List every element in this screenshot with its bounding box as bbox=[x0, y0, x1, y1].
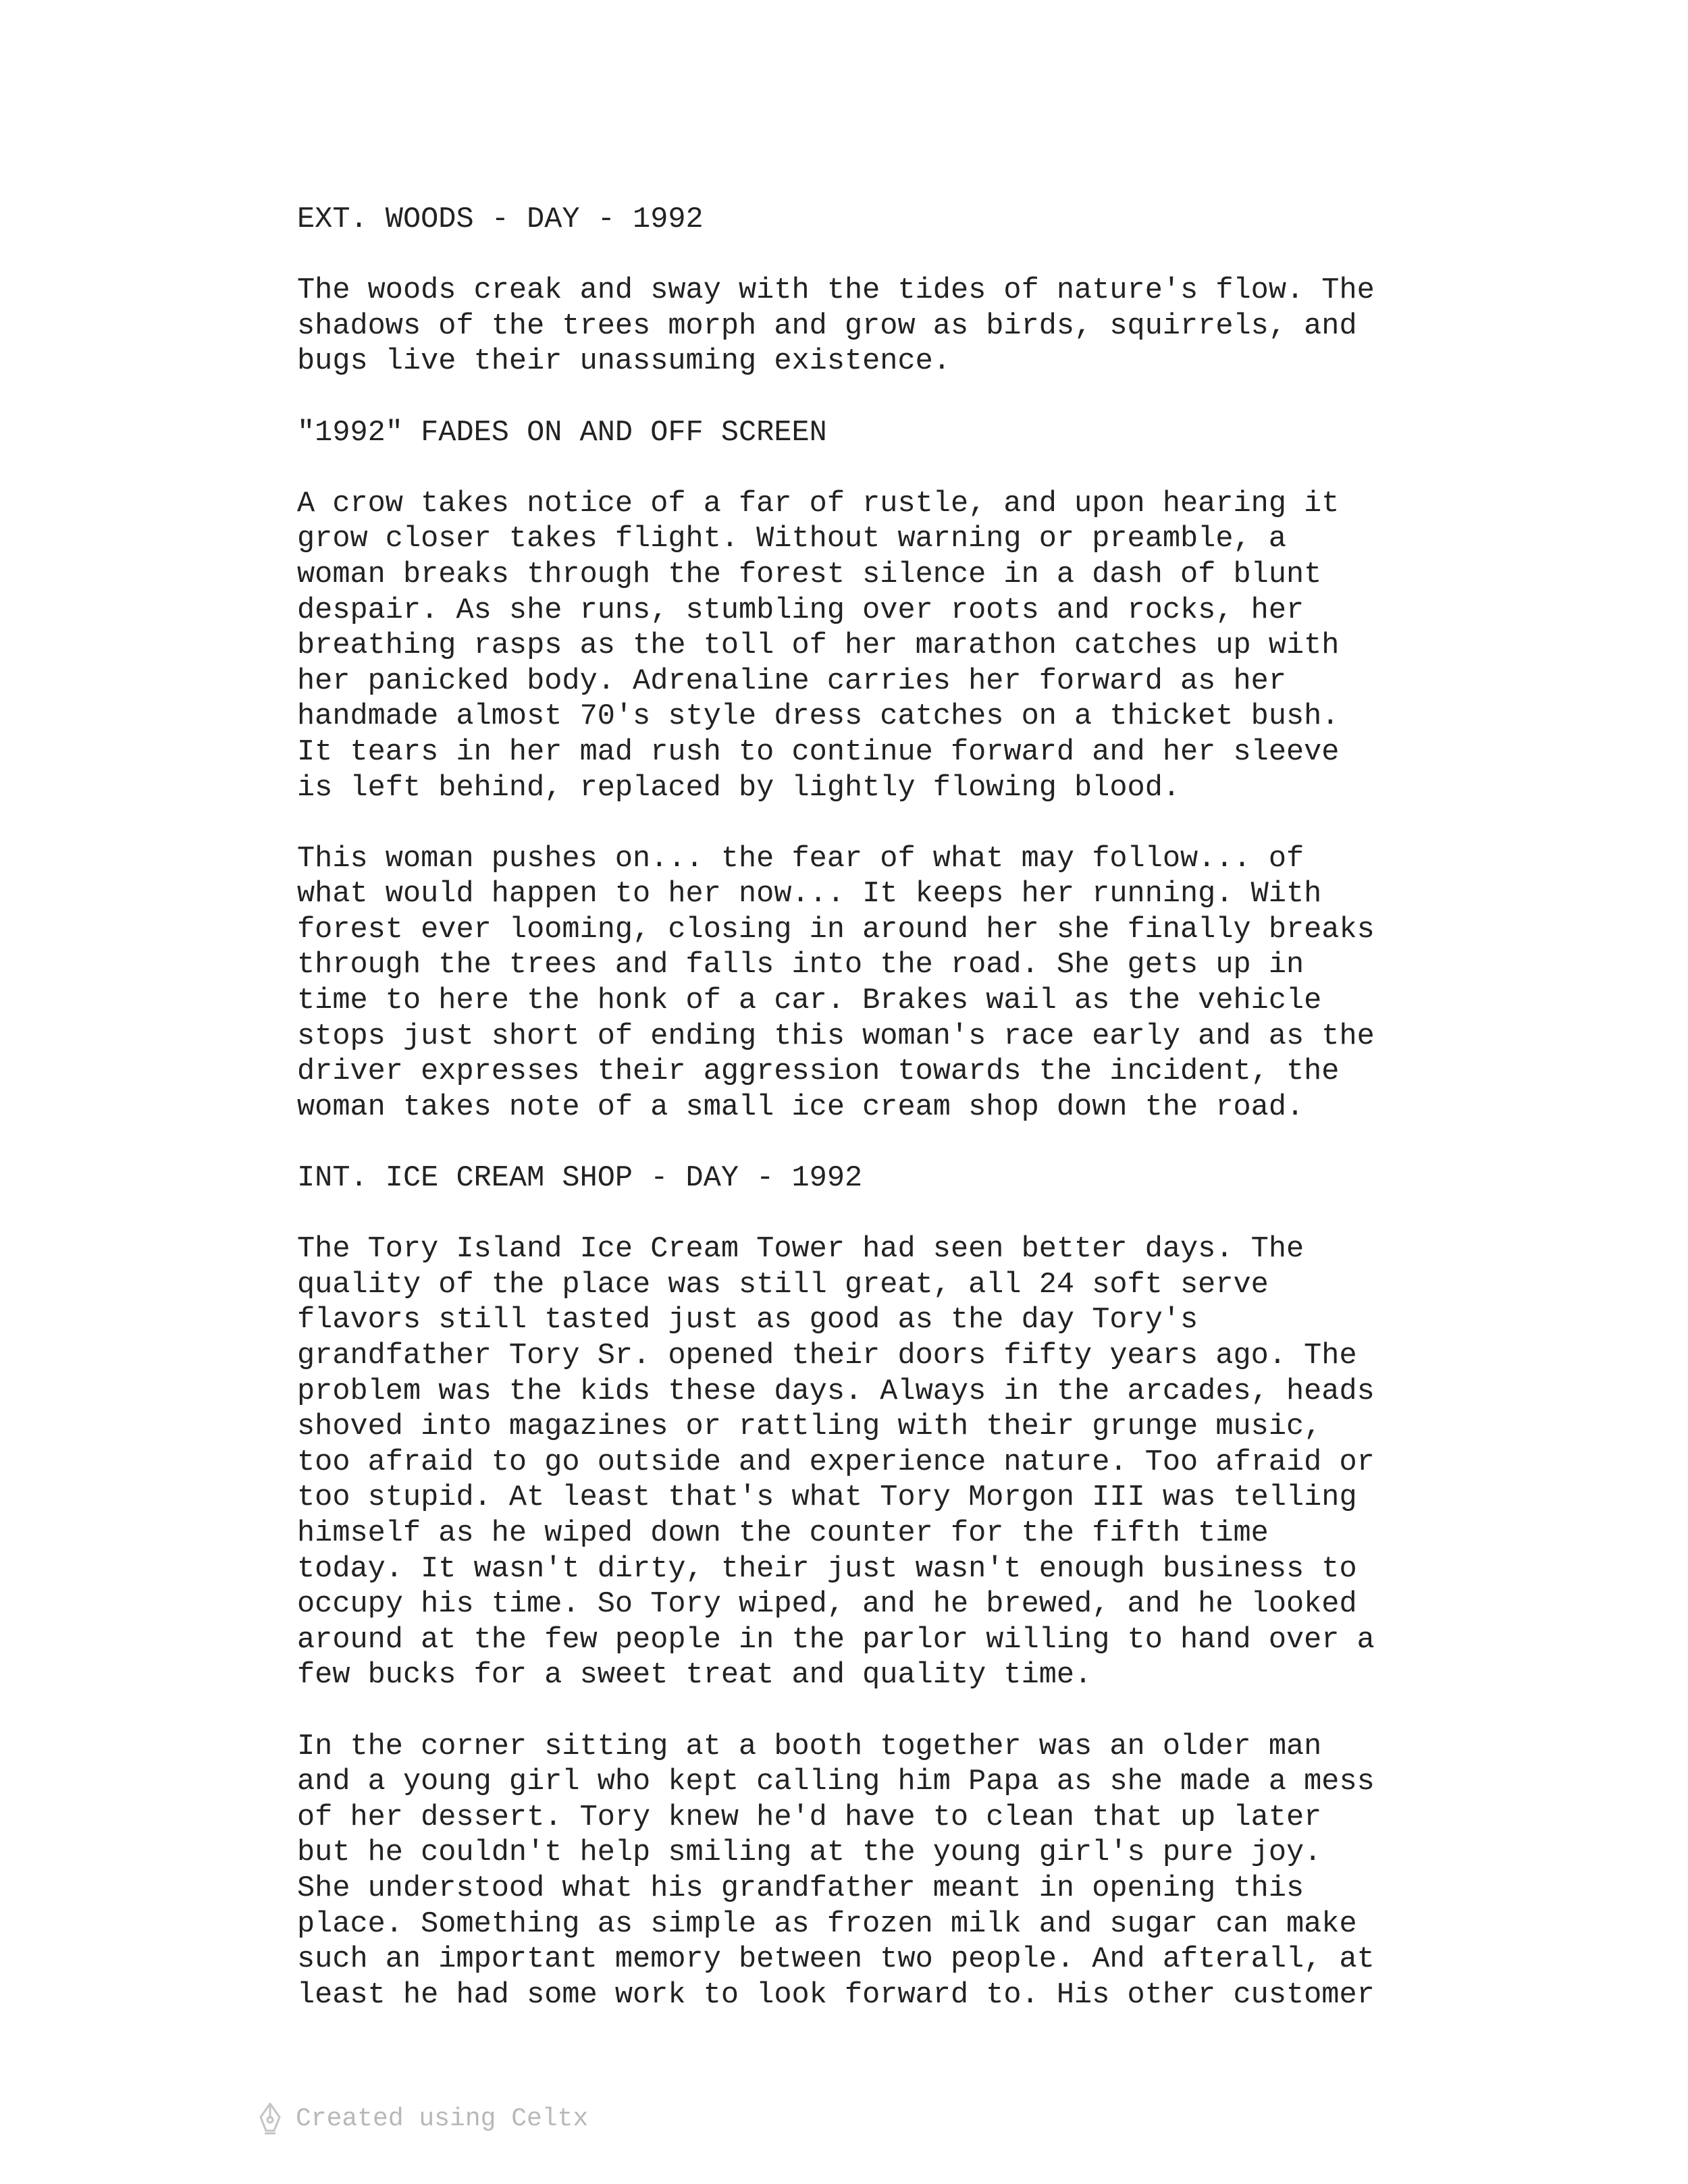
script-line: breathing rasps as the toll of her marathon catches up with bbox=[297, 629, 1340, 663]
script-line: INT. ICE CREAM SHOP - DAY - 1992 bbox=[297, 1162, 863, 1196]
screenplay-body bbox=[297, 203, 1526, 2049]
script-line: The Tory Island Ice Cream Tower had seen better days. The bbox=[297, 1233, 1304, 1267]
script-line: few bucks for a sweet treat and quality time. bbox=[297, 1659, 1092, 1693]
script-line: driver expresses their aggression towards the incident, the bbox=[297, 1055, 1340, 1089]
action-paragraph bbox=[297, 416, 1526, 452]
script-line: is left behind, replaced by lightly flowing blood. bbox=[297, 771, 1181, 805]
footer-text: Created using Celtx bbox=[296, 2104, 589, 2133]
script-line: too stupid. At least that's what Tory Morgon III was telling bbox=[297, 1481, 1357, 1515]
script-line: himself as he wiped down the counter for the fifth time bbox=[297, 1516, 1269, 1550]
script-line: around at the few people in the parlor willing to hand over a bbox=[297, 1623, 1375, 1657]
script-line: EXT. WOODS - DAY - 1992 bbox=[297, 203, 704, 236]
action-paragraph bbox=[297, 1232, 1526, 1694]
scene-heading bbox=[297, 1161, 1526, 1197]
script-line: what would happen to her now... It keeps her running. With bbox=[297, 878, 1322, 911]
script-line: her panicked body. Adrenaline carries her forward as her bbox=[297, 664, 1286, 698]
script-line: too afraid to go outside and experience nature. Too afraid or bbox=[297, 1445, 1375, 1479]
script-line: In the corner sitting at a booth together was an older man bbox=[297, 1730, 1322, 1763]
script-line: problem was the kids these days. Always in the arcades, heads bbox=[297, 1375, 1375, 1408]
script-line: This woman pushes on... the fear of what may follow... of bbox=[297, 842, 1304, 876]
scene-heading bbox=[297, 203, 1526, 238]
script-line: bugs live their unassuming existence. bbox=[297, 345, 951, 379]
action-paragraph bbox=[297, 842, 1526, 1126]
script-line: quality of the place was still great, all 24 soft serve bbox=[297, 1268, 1269, 1302]
script-line: woman breaks through the forest silence in a dash of blunt bbox=[297, 558, 1322, 591]
script-line: stops just short of ending this woman's race early and as the bbox=[297, 1019, 1375, 1053]
celtx-footer bbox=[257, 2101, 588, 2136]
script-line: forest ever looming, closing in around her she finally breaks bbox=[297, 913, 1375, 947]
script-line: grandfather Tory Sr. opened their doors fifty years ago. The bbox=[297, 1339, 1357, 1373]
script-line: and a young girl who kept calling him Papa as she made a mess bbox=[297, 1765, 1375, 1799]
script-line: The woods creak and sway with the tides of nature's flow. The bbox=[297, 274, 1375, 308]
action-paragraph bbox=[297, 487, 1526, 806]
script-line: A crow takes notice of a far of rustle, and upon hearing it bbox=[297, 487, 1340, 521]
action-paragraph bbox=[297, 1730, 1526, 2014]
script-line: least he had some work to look forward to. His other customer bbox=[297, 1978, 1375, 2012]
script-line: It tears in her mad rush to continue forward and her sleeve bbox=[297, 735, 1340, 769]
script-line: She understood what his grandfather meant in opening this bbox=[297, 1871, 1304, 1905]
script-line: despair. As she runs, stumbling over roots and rocks, her bbox=[297, 593, 1304, 627]
script-line: flavors still tasted just as good as the day Tory's bbox=[297, 1304, 1198, 1337]
pen-nib-icon bbox=[257, 2101, 284, 2136]
script-line: "1992" FADES ON AND OFF SCREEN bbox=[297, 416, 827, 450]
script-line: through the trees and falls into the road. She gets up in bbox=[297, 949, 1304, 982]
action-paragraph bbox=[297, 273, 1526, 380]
script-line: shadows of the trees morph and grow as birds, squirrels, and bbox=[297, 309, 1357, 343]
script-line: such an important memory between two people. And afterall, at bbox=[297, 1943, 1375, 1977]
script-line: occupy his time. So Tory wiped, and he brewed, and he looked bbox=[297, 1588, 1357, 1622]
script-line: woman takes note of a small ice cream shop down the road. bbox=[297, 1090, 1304, 1124]
script-line: shoved into magazines or rattling with their grunge music, bbox=[297, 1410, 1322, 1444]
script-line: handmade almost 70's style dress catches on a thicket bush. bbox=[297, 700, 1340, 734]
script-line: time to here the honk of a car. Brakes wail as the vehicle bbox=[297, 984, 1322, 1018]
script-line: today. It wasn't dirty, their just wasn't enough business to bbox=[297, 1552, 1357, 1586]
script-line: of her dessert. Tory knew he'd have to clean that up later bbox=[297, 1801, 1322, 1834]
script-line: place. Something as simple as frozen milk and sugar can make bbox=[297, 1907, 1357, 1941]
script-line: grow closer takes flight. Without warning or preamble, a bbox=[297, 523, 1286, 556]
script-line: but he couldn't help smiling at the young girl's pure joy. bbox=[297, 1836, 1322, 1870]
